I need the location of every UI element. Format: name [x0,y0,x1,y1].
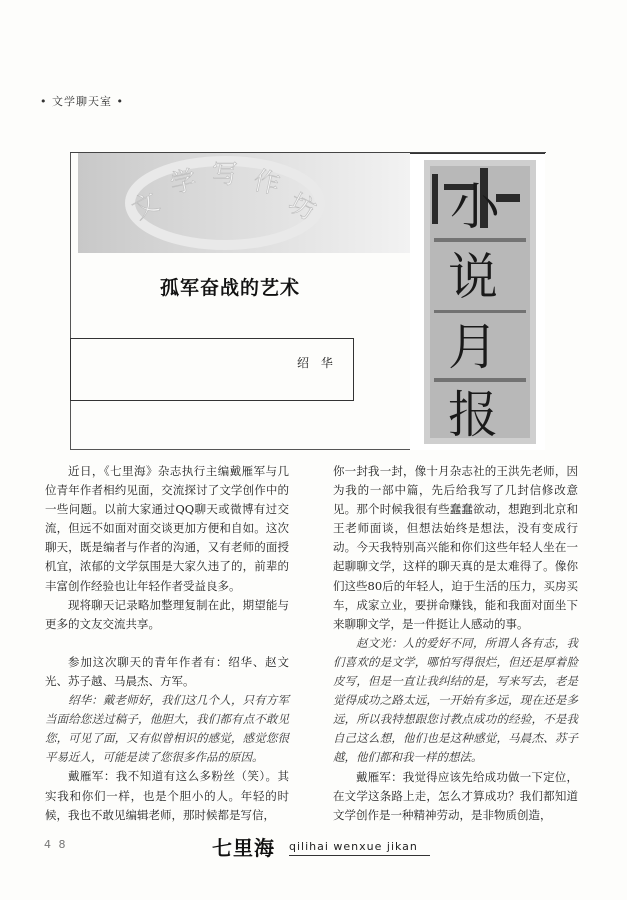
emblem-char: 学 [167,165,200,201]
section-tag: • 文学聊天室 • [40,95,124,108]
article-title: 孤军奋战的艺术 [160,277,301,299]
art-char: 说 [448,248,498,306]
footer-underline [289,855,430,856]
header-bottom-border [70,449,410,450]
art-char: 小 [450,178,500,236]
emblem-char: 坊 [283,187,321,227]
art-char: 月 [448,318,498,376]
header-left-border [70,153,71,449]
paragraph: 绍华：戴老师好，我们这几个人，只有方军当面给您送过稿子，他胆大，我们都有点不敢见您，可见了面，又有似曾相识的感觉，感觉您很平易近人，可能是读了您很多作品的原因。 [45,693,289,765]
page-number: 4 8 [44,838,68,851]
magazine-logo: 七里海 [212,836,275,860]
emblem-char: 写 [212,160,239,190]
emblem-char: 文 [127,186,165,226]
magazine-pinyin: qilihai wenxue jikan [289,840,418,853]
calligraphy-artwork [410,153,545,450]
paragraph: 戴雁军：我觉得应该先给成功做一下定位，在文学这条路上走，怎么才算成功？我们都知道文学创作是一种精神劳动，是非物质创造， [333,769,578,822]
right-text-column [333,462,578,825]
left-text-column [45,462,289,825]
paragraph: 戴雁军：我不知道有这么多粉丝（笑）。其实我和你们一样，也是个胆小的人。年轻的时候，我也不敢见编辑老师，那时候都是写信， [45,769,289,822]
paragraph: 参加这次聊天的青年作者有：绍华、赵文光、苏子越、马晨杰、方军。 [45,654,289,688]
paragraph: 赵文光：人的爱好不同，所谓人各有志，我们喜欢的是文学，哪怕写得很烂，但还是厚着脸皮写，但是一直让我纠结的是，写来写去，老是觉得成功之路太远，一开始有多远，现在还是多远，所以我特想跟您讨教点成功的经验，不是我自己这么想，他们也是这种感觉，马晨杰、苏子越，他们都和我一样的想法。 [333,635,578,765]
paragraph: 你一封我一封，像十月杂志社的王洪先老师，因为我的一部中篇，先后给我写了几封信修改意见。那个时候我很有些蠢蠢欲动，想跑到北京和王老师面谈，但想法始终是想法，没有变成行动。今天我特别高兴能和你们这些年轻人坐在一起聊聊文学，这样的聊天真的是太难得了。像你们这些80后的年轻人，迫于生活的压力，买房买车，成家立业，要拼命赚钱，能和我面对面坐下来聊聊文学，是一件挺让人感动的事。 [333,464,578,631]
column-emblem [110,155,340,250]
paragraph: 现将聊天记录略加整理复制在此，期望能与更多的文友交流共享。 [45,597,289,631]
art-char: 报 [448,386,498,444]
author-name: 绍 华 [297,356,337,370]
emblem-char: 作 [250,165,283,201]
paragraph: 近日，《七里海》杂志执行主编戴雁军与几位青年作者相约见面，交流探讨了文学创作中的一些问题。以前大家通过QQ聊天或微博有过交流，但远不如面对面交谈更加方便和自如。这次聊天，既是编者与作者的沟通，又有老师的面授机宜，浓郁的文学氛围是大家久违了的，前辈的丰富创作经验也让年轻作者受益良多。 [45,464,289,593]
